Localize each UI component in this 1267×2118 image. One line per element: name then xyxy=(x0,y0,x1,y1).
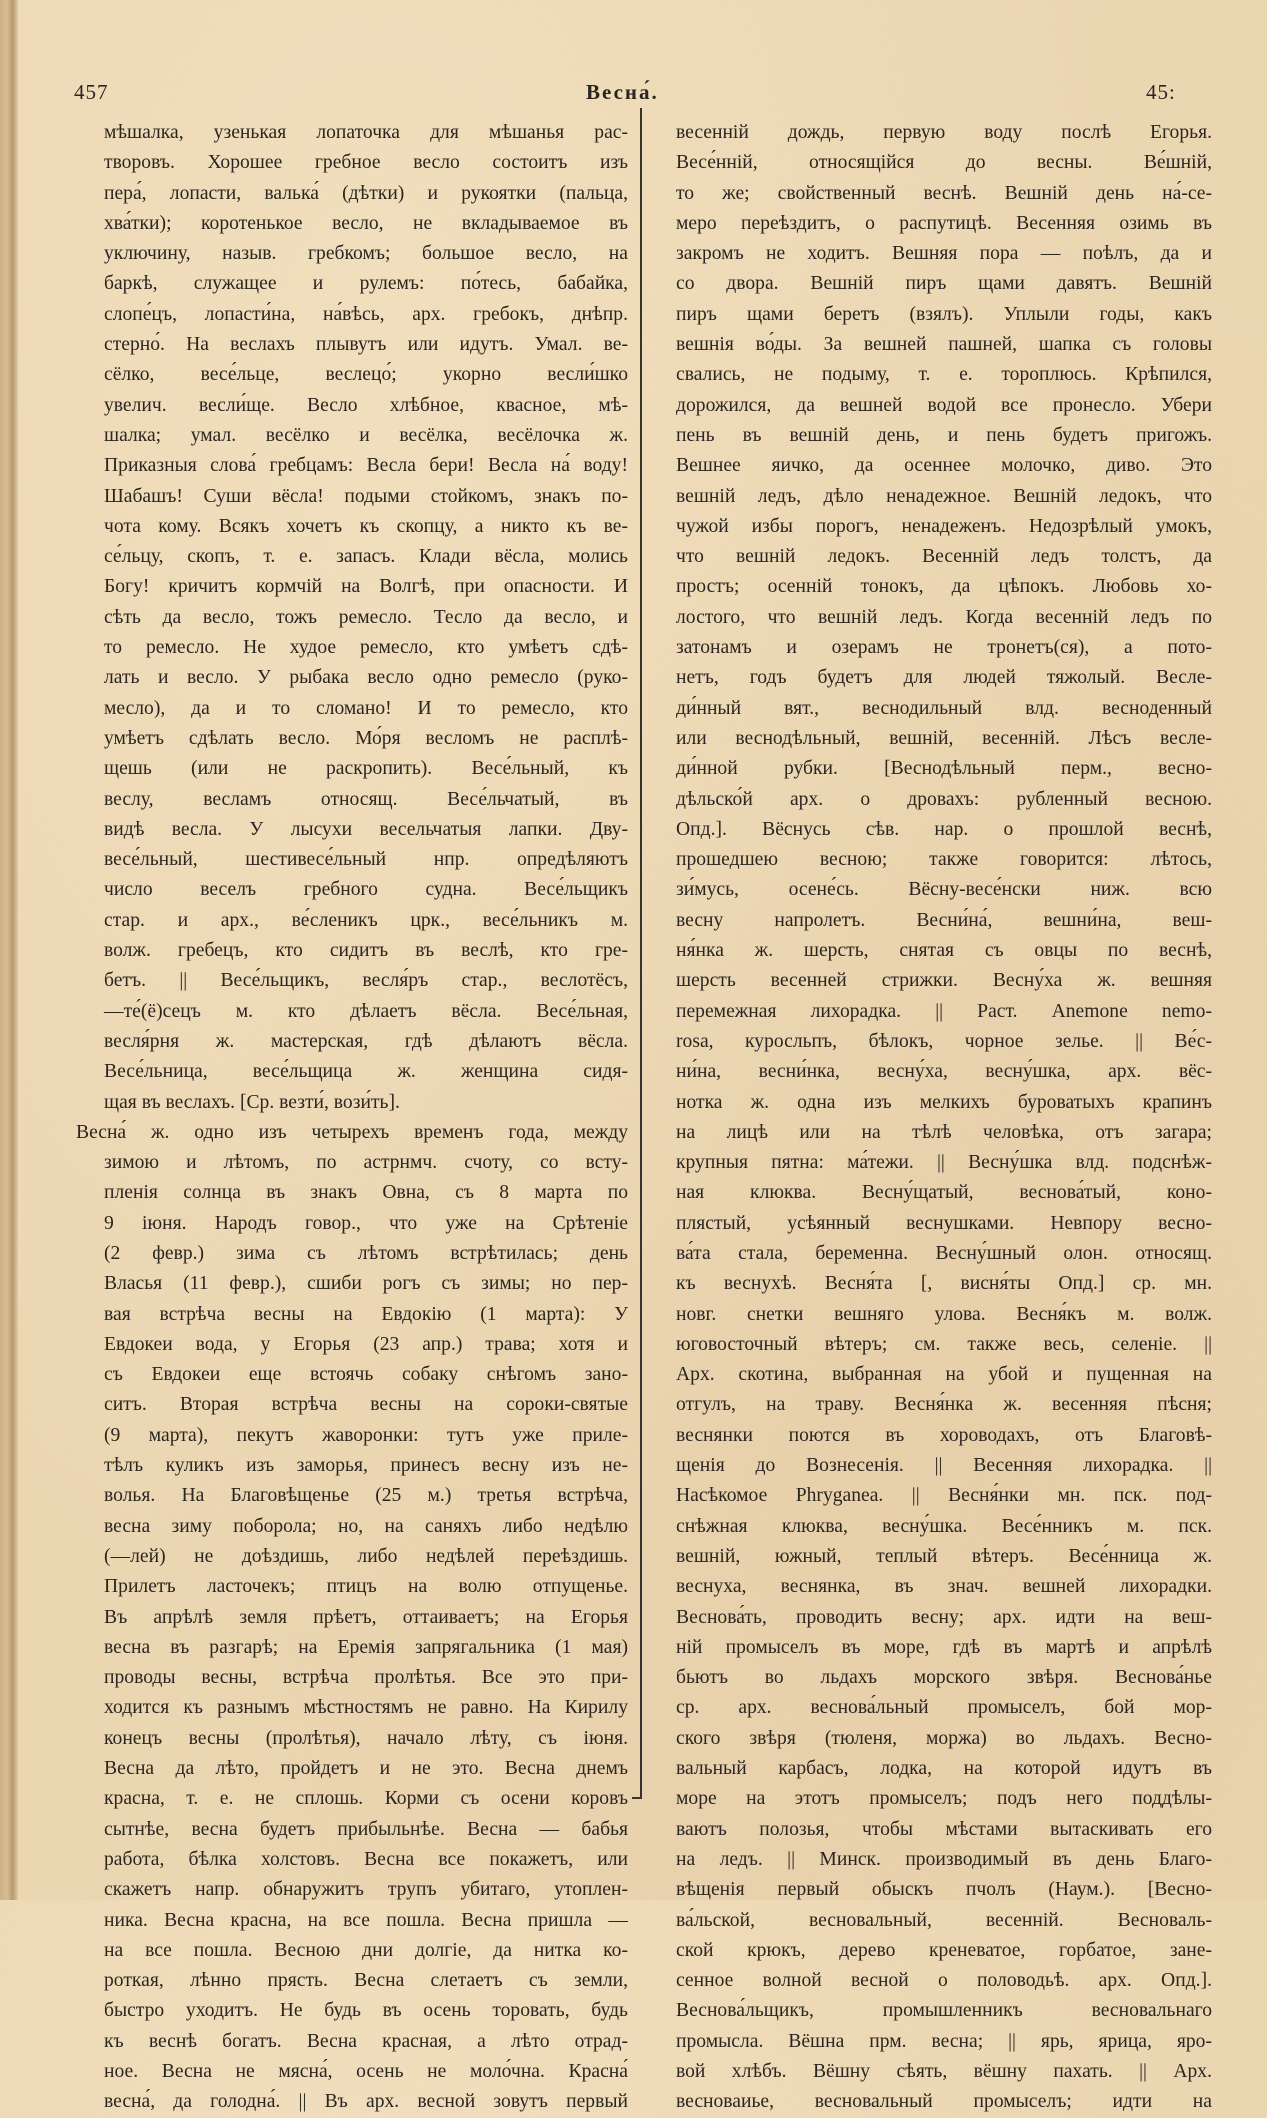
text-line: зи́мусь, осене́сь. Вёсну-весе́нски ниж. всю xyxy=(676,879,1212,901)
text-line: крупныя пятна: ма́тежи. || Весну́шка влд. подснѣж- xyxy=(676,1152,1212,1174)
text-line: новг. снетки вешняго улова. Весня́къ м. волж. xyxy=(676,1303,1212,1325)
entry-vesло-line: месло), да и то сломано! И то ремесло, кто xyxy=(104,697,628,719)
entry-vesло-line: число веселъ гребного судна. Весе́льщикъ xyxy=(104,879,628,901)
text-line: веснянки поются въ хороводахъ, отъ Благовѣ- xyxy=(676,1424,1212,1446)
entry-vesло-line: шалка; умал. весёлко и весёлка, весёлочка ж. xyxy=(104,424,628,446)
entry-vesло-line: сѣть да весло, тожъ ремесло. Тесло да весло, и xyxy=(104,606,628,628)
text-line: пиръ щами беретъ (взялъ). Уплыли годы, какъ xyxy=(676,303,1212,325)
text-line: вой хлѣбъ. Вёшну сѣять, вёшну пахать. || Арх. xyxy=(676,2061,1212,2082)
entry-vesло-line: уключину, назыв. гребкомъ; большое весло, на xyxy=(104,243,628,265)
text-line: Веснова́льщикъ, промышленникъ весновальнаго xyxy=(676,2000,1212,2022)
page-number-left: 457 xyxy=(74,80,109,104)
text-line: ній промыселъ въ море, гдѣ въ мартѣ и апрѣлѣ xyxy=(676,1636,1212,1658)
text-line: простъ; осенній тонокъ, да цѣпокъ. Любовь хо- xyxy=(676,576,1212,598)
text-line: ни́на, весни́нка, весну́ха, весну́шка, арх. вёс- xyxy=(676,1061,1212,1083)
text-line: нетъ, годъ будетъ для людей тяжолый. Весле- xyxy=(676,667,1212,689)
entry-vesna-line: весна въ разгарѣ; на Еремія запрягальника (1 мая) xyxy=(104,1636,628,1658)
entry-vesna-line: работа, бѣлка холстовъ. Весна все покажетъ, или xyxy=(104,1848,628,1870)
entry-vesna-line: красна, т. е. не сплошь. Корми съ осени коровъ xyxy=(104,1788,628,1810)
text-line: ской крюкъ, дерево креневатое, горбатое, зане- xyxy=(676,1939,1212,1961)
entry-vesло-line: чота кому. Всякъ хочетъ къ скопцу, а никто къ ве- xyxy=(104,515,628,537)
page-header xyxy=(0,76,1267,106)
book-binding-edge xyxy=(0,0,18,1900)
text-line: веснуха, веснянка, въ знач. вешней лихорадки. xyxy=(676,1576,1212,1598)
entry-vesna-line: (9 марта), пекутъ жаворонки: тутъ уже приле- xyxy=(104,1424,628,1446)
column-divider xyxy=(640,108,642,1798)
text-line: на лицѣ или на тѣлѣ человѣка, отъ загара; xyxy=(676,1121,1212,1143)
text-line: ди́нной рубки. [Веснодѣльный перм., весно- xyxy=(676,758,1212,780)
text-line: вѣщенія первый обыскъ пчолъ (Наум.). [Весно- xyxy=(676,1879,1212,1901)
entry-vesna-line: тѣлъ куликъ изъ заморья, принесъ весну изъ не- xyxy=(104,1455,628,1477)
text-line: нотка ж. одна изъ мелкихъ буроватыхъ крапинъ xyxy=(676,1091,1212,1113)
entry-vesna-line: Весна да лѣто, пройдетъ и не это. Весна днемъ xyxy=(104,1758,628,1780)
entry-vesna-line: быстро уходитъ. Не будь въ осень торовать, будь xyxy=(104,2000,628,2022)
entry-vesna-line: Прилетъ ласточекъ; птицъ на волю отпущенье. xyxy=(104,1576,628,1598)
entry-vesna-line: ника. Весна красна, на все пошла. Весна пришла — xyxy=(104,1909,628,1931)
entry-vesna-line: (2 февр.) зима съ лѣтомъ встрѣтилась; день xyxy=(104,1242,628,1264)
text-line: пень въ вешній день, и пень будетъ пригожъ. xyxy=(676,424,1212,446)
text-line: дѣльско́й арх. о дровахъ: рубленный весною. xyxy=(676,788,1212,810)
entry-vesло-line: слопе́цъ, лопасти́на, на́вѣсь, арх. гребокъ, днѣпр. xyxy=(104,303,628,325)
entry-vesло-line: волж. гребецъ, кто сидитъ въ веслѣ, кто гре- xyxy=(104,940,628,962)
text-line: снѣжная клюква, весну́шка. Весе́нникъ м. пск. xyxy=(676,1515,1212,1537)
text-line: Вешнее яичко, да осеннее молочко, диво. Это xyxy=(676,455,1212,477)
text-line: отгулъ, на траву. Весня́нка ж. весенняя пѣсня; xyxy=(676,1394,1212,1416)
entry-vesло-line: стар. и арх., ве́сленикъ црк., весе́льникъ м. xyxy=(104,909,628,931)
text-line: ср. арх. веснова́льный промыселъ, бой мор- xyxy=(676,1697,1212,1719)
entry-vesло-line: весе́льный, шестивесе́льный нпр. опредѣляютъ xyxy=(104,849,628,871)
entry-vesло-line: веслу, весламъ относящ. Весе́льчатый, въ xyxy=(104,788,628,810)
entry-vesло-line: Весе́льница, весе́льщица ж. женщина сидя- xyxy=(104,1061,628,1083)
text-line: ва́та стала, беременна. Весну́шный олон. относящ. xyxy=(676,1242,1212,1264)
entry-vesna-line: вая встрѣча весны на Евдокію (1 марта): У xyxy=(104,1303,628,1325)
text-line: rosa, куросльпъ, бѣлокъ, чорное зелье. || Ве́с- xyxy=(676,1030,1212,1052)
text-line: плястый, усѣянный веснушками. Невпору весно- xyxy=(676,1212,1212,1234)
text-line: что вешній ледокъ. Весенній ледъ толстъ, да xyxy=(676,546,1212,568)
text-line: къ веснухѣ. Весня́та [, висня́ты Опд.] ср. мн. xyxy=(676,1273,1212,1295)
text-line: ди́нный вят., веснодильный влд. весноденный xyxy=(676,697,1212,719)
entry-vesло-line: весля́рня ж. мастерская, гдѣ дѣлаютъ вёсла. xyxy=(104,1030,628,1052)
entry-vesna-line: сытнѣе, весна будетъ прибыльнѣе. Весна — бабья xyxy=(104,1818,628,1840)
text-line: сенное волной весной о половодьѣ. арх. Опд.]. xyxy=(676,1970,1212,1992)
entry-vesло-line: бетъ. || Весе́льщикъ, весля́ръ стар., веслотёсъ, xyxy=(104,970,628,992)
entry-vesло-line: баркѣ, служащее и рулемъ: по́тесь, бабайка, xyxy=(104,273,628,295)
text-line: ваютъ полозья, чтобы мѣстами вытаскивать его xyxy=(676,1818,1212,1840)
page-number-right: 45: xyxy=(1146,80,1176,104)
text-line: вешній, южный, теплый вѣтеръ. Весе́нница ж. xyxy=(676,1545,1212,1567)
entry-vesna-line: проводы весны, встрѣча пролѣтья. Все это при- xyxy=(104,1667,628,1689)
text-line: вешнія во́ды. За вешней пашней, шапка съ головы xyxy=(676,334,1212,356)
text-line: промысла. Вёшна прм. весна; || ярь, ярица, яро- xyxy=(676,2030,1212,2052)
entry-vesло-line: творовъ. Хорошее гребное весло состоитъ изъ xyxy=(104,152,628,174)
entry-vesло-line: щешь (или не раскропить). Весе́льный, къ xyxy=(104,758,628,780)
entry-vesna-line: Власья (11 февр.), сшиби рогъ съ зимы; но пер- xyxy=(104,1273,628,1295)
entry-vesло-line: хва́тки); коротенькое весло, не вкладываемое въ xyxy=(104,212,628,234)
entry-vesло-line: —те́(ё)сецъ м. кто дѣлаетъ вёсла. Весе́льная, xyxy=(104,1000,628,1022)
entry-vesna-line: весна зиму поборола; но, на саняхъ либо недѣлю xyxy=(104,1515,628,1537)
text-line: ва́льской, весновальный, весенній. Весноваль- xyxy=(676,1909,1212,1931)
left-column xyxy=(76,118,628,2118)
text-line: бьютъ во льдахъ морского звѣря. Веснова́нье xyxy=(676,1667,1212,1689)
text-line: на ледъ. || Минск. производимый въ день Благо- xyxy=(676,1848,1212,1870)
entry-vesna-line: Евдокеи вода, у Егорья (23 апр.) трава; хотя и xyxy=(104,1333,628,1355)
entry-vesna-line: съ Евдокеи еще встоячь собаку снѣгомъ зано- xyxy=(104,1364,628,1386)
entry-vesло-line: сёлко, весе́льце, веслецо́; укорно весли́шко xyxy=(104,364,628,386)
text-line: вальный карбасъ, лодка, на которой идутъ въ xyxy=(676,1758,1212,1780)
entry-vesna-line: роткая, лѣнно прясть. Весна слетаетъ съ земли, xyxy=(104,1970,628,1992)
text-line: Веснова́ть, проводить весну; арх. идти на веш- xyxy=(676,1606,1212,1628)
text-line: со двора. Вешній пиръ щами давятъ. Вешній xyxy=(676,273,1212,295)
entry-vesna-line: Весна́ ж. одно изъ четырехъ временъ года, между xyxy=(76,1121,628,1143)
entry-vesло-line: увелич. весли́ще. Весло хлѣбное, квасное, мѣ- xyxy=(104,394,628,416)
text-line: прошедшею весною; также говорится: лѣтось, xyxy=(676,849,1212,871)
entry-vesna-line: ситъ. Вторая встрѣча весны на сороки-святые xyxy=(104,1394,628,1416)
entry-vesло-line: Богу! кричитъ кормчій на Волгѣ, при опасности. И xyxy=(104,576,628,598)
entry-vesло-line: видѣ весла. У лысухи весельчатыя лапки. Дву- xyxy=(104,818,628,840)
entry-vesna-line: волья. На Благовѣщенье (25 м.) третья встрѣча, xyxy=(104,1485,628,1507)
text-line: вешній ледъ, дѣло ненадежное. Вешній ледокъ, что xyxy=(676,485,1212,507)
text-line: Весе́нній, относящійся до весны. Ве́шній, xyxy=(676,152,1212,174)
entry-vesло-line: Шабашъ! Суши вёсла! подыми стойкомъ, знакъ по- xyxy=(104,485,628,507)
entry-vesло-line: мѣшалка, узенькая лопаточка для мѣшанья рас- xyxy=(104,122,628,143)
text-line: весенній дождь, первую воду послѣ Егорья. xyxy=(676,122,1212,143)
running-head-title: Весна́. xyxy=(586,80,659,104)
text-line: весноваиье, весновальный промыселъ; идти на xyxy=(676,2091,1212,2113)
text-line: щенія до Вознесенія. || Весенняя лихорадка. || xyxy=(676,1455,1212,1477)
text-line: затонамъ и озерамъ не тронетъ(ся), а пото- xyxy=(676,637,1212,659)
entry-vesna-line: Въ апрѣлѣ земля прѣетъ, оттаиваетъ; на Егорья xyxy=(104,1606,628,1628)
entry-vesna-line: къ веснѣ богатъ. Весна красная, а лѣто отрад- xyxy=(104,2030,628,2052)
entry-vesло-line: то ремесло. Не худое ремесло, кто умѣетъ сдѣ- xyxy=(104,637,628,659)
column-divider-foot xyxy=(632,1797,642,1799)
text-line: лостого, что вешній ледъ. Когда весенній ледъ по xyxy=(676,606,1212,628)
text-line: ная клюква. Весну́щатый, веснова́тый, коно- xyxy=(676,1182,1212,1204)
text-line: дорожился, да вешней водой все пронесло. Убери xyxy=(676,394,1212,416)
text-line: юговосточный вѣтеръ; см. также весь, селеніе. || xyxy=(676,1333,1212,1355)
entry-vesло-line: щая въ веслахъ. [Ср. везти́, вози́ть]. xyxy=(104,1091,400,1113)
text-line: ского звѣря (тюленя, моржа) во льдахъ. Весно- xyxy=(676,1727,1212,1749)
entry-vesna-line: на все пошла. Весною дни долгіе, да нитка ко- xyxy=(104,1939,628,1961)
text-line: меро переѣздитъ, о распутицѣ. Весенняя озимь въ xyxy=(676,212,1212,234)
text-line: весну напролетъ. Весни́на́, вешни́на, веш- xyxy=(676,909,1212,931)
right-column xyxy=(676,118,1212,2118)
entry-vesna-line: конецъ весны (пролѣтья), начало лѣту, съ іюня. xyxy=(104,1727,628,1749)
text-line: свались, не подыму, т. е. тороплюсь. Крѣпился, xyxy=(676,364,1212,386)
entry-vesna-line: весна́, да голодна́. || Въ арх. весной зовутъ первый xyxy=(104,2091,628,2113)
entry-vesna-line: пленія солнца въ знакъ Овна, съ 8 марта по xyxy=(104,1182,628,1204)
entry-vesло-line: Приказныя слова́ гребцамъ: Весла бери! Весла на́ воду! xyxy=(104,455,628,477)
entry-vesna-line: (—лей) не доѣздишь, либо недѣлей переѣздишь. xyxy=(104,1545,628,1567)
entry-vesло-line: умѣетъ сдѣлать весло. Мо́ря весломъ не расплѣ- xyxy=(104,727,628,749)
entry-vesna-line: скажетъ напр. обнаружитъ трупъ убитаго, утоплен- xyxy=(104,1879,628,1901)
text-line: то же; свойственный веснѣ. Вешній день на́-се- xyxy=(676,182,1212,204)
entry-vesло-line: лать и весло. У рыбака весло одно ремесло (руко- xyxy=(104,667,628,689)
text-line: море на этотъ промыселъ; подъ него поддѣлы- xyxy=(676,1788,1212,1810)
text-line: шерсть весенней стрижки. Весну́ха ж. вешняя xyxy=(676,970,1212,992)
entry-vesло-line: пера́, лопасти, валька́ (дѣтки) и рукоятки (пальца, xyxy=(104,182,628,204)
text-line: ня́нка ж. шерсть, снятая съ овцы по веснѣ, xyxy=(676,940,1212,962)
entry-vesло-line: се́льцу, скопъ, т. е. запасъ. Клади вёсла, молись xyxy=(104,546,628,568)
entry-vesna-line: ходится къ разнымъ мѣстностямъ не равно. На Кирилу xyxy=(104,1697,628,1719)
text-line: закромъ не ходитъ. Вешняя пора — поѣлъ, да и xyxy=(676,243,1212,265)
entry-vesna-line: ное. Весна не мясна́, осень не моло́чна. Красна́ xyxy=(104,2061,628,2082)
text-line: Арх. скотина, выбранная на убой и пущенная на xyxy=(676,1364,1212,1386)
text-line: чужой избы порогъ, ненадеженъ. Недозрѣлый умокъ, xyxy=(676,515,1212,537)
entry-vesло-line: стерно́. На веслахъ плывутъ или идутъ. Умал. ве- xyxy=(104,334,628,356)
text-line: Опд.]. Вёснусь сѣв. нар. о прошлой веснѣ, xyxy=(676,818,1212,840)
text-line: Насѣкомое Phryganea. || Весня́нки мн. пск. под- xyxy=(676,1485,1212,1507)
text-line: или веснодѣльный, вешній, весенній. Лѣсъ весле- xyxy=(676,727,1212,749)
entry-vesna-line: зимою и лѣтомъ, по астрнмч. счоту, со всту- xyxy=(104,1152,628,1174)
text-line: перемежная лихорадка. || Раст. Anemone nemo- xyxy=(676,1000,1212,1022)
entry-vesna-line: 9 іюня. Народъ говор., что уже на Срѣтеніе xyxy=(104,1212,628,1234)
